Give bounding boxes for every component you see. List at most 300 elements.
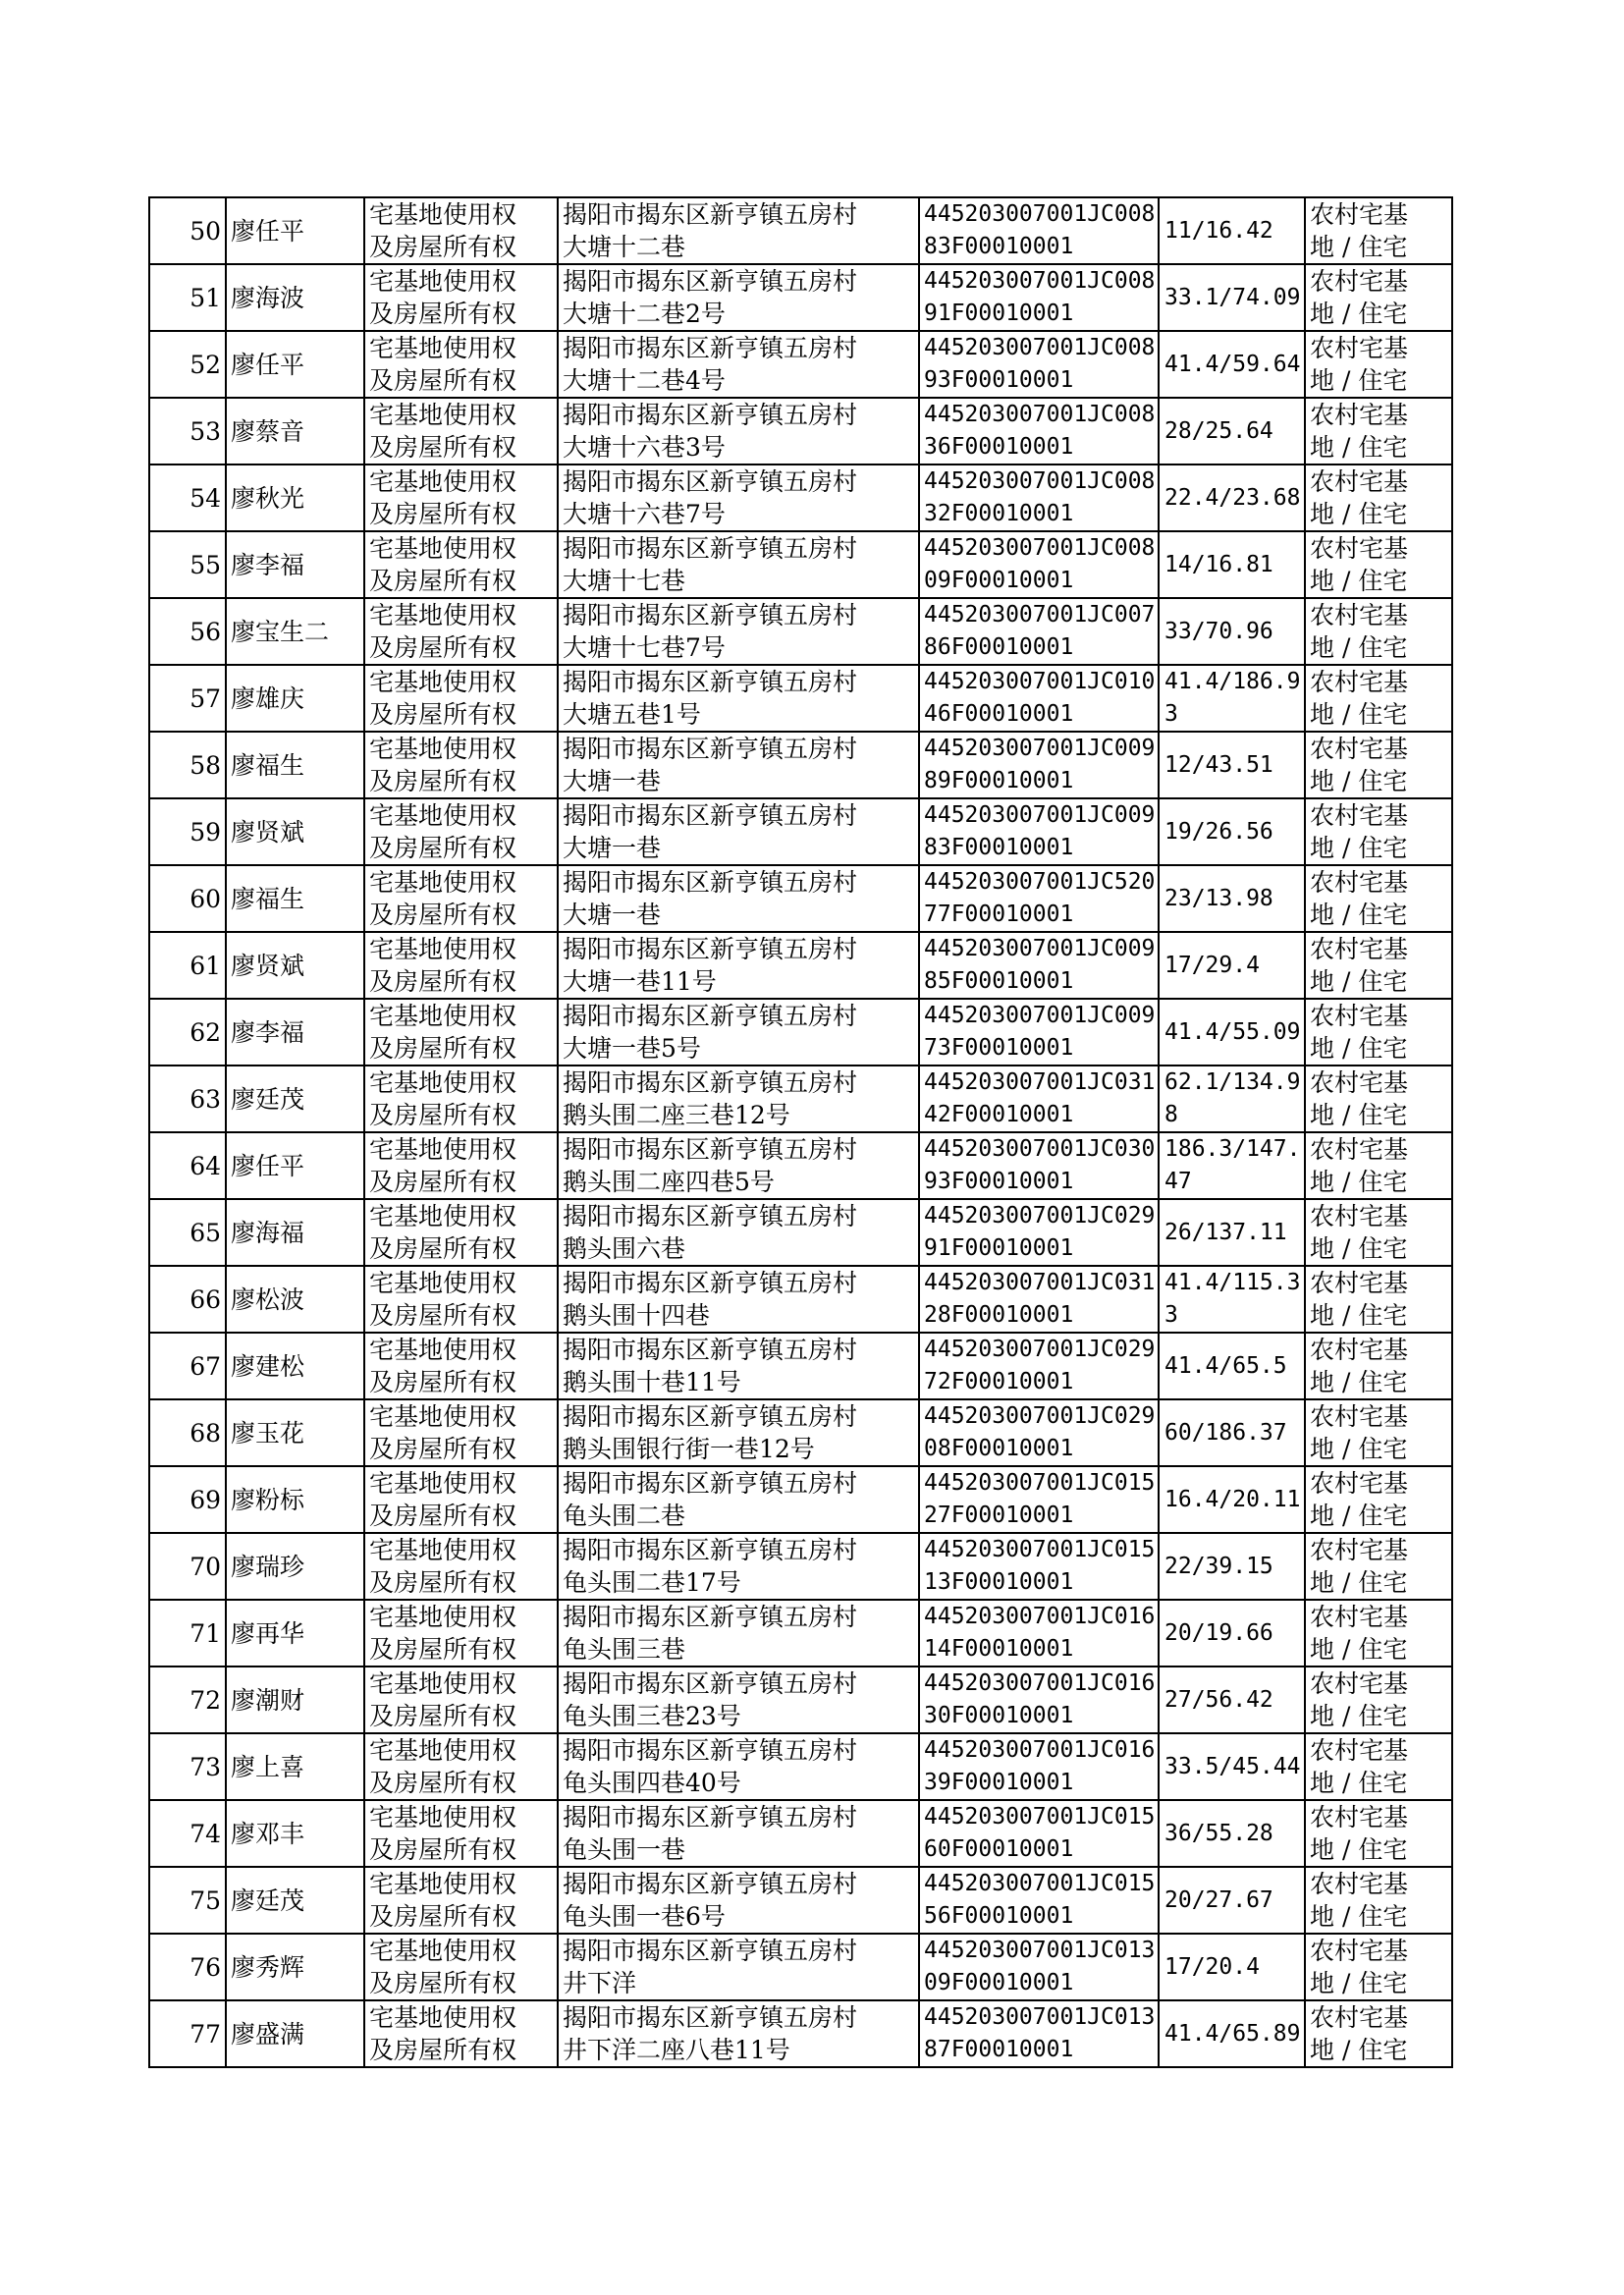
land-use-line: 地 / 住宅 <box>1310 1969 1408 1997</box>
land-use-line: 农村宅基 <box>1310 735 1409 763</box>
address-line: 龟头围四巷40号 <box>563 1769 741 1797</box>
parcel-code-cell: 445203007001JC01630F00010001 <box>919 1667 1159 1733</box>
right-type-line: 宅基地使用权 <box>369 200 517 229</box>
row-number-cell: 53 <box>149 398 226 464</box>
right-type-line: 及房屋所有权 <box>369 700 517 729</box>
row-number-cell: 62 <box>149 999 226 1066</box>
right-type-line: 及房屋所有权 <box>369 633 517 662</box>
land-use-line: 地 / 住宅 <box>1310 366 1408 395</box>
address-line: 揭阳市揭东区新亨镇五房村 <box>563 1870 858 1898</box>
right-type-line: 宅基地使用权 <box>369 467 517 496</box>
address-cell <box>558 197 919 264</box>
land-use-cell <box>1305 331 1452 398</box>
right-type-line: 宅基地使用权 <box>369 1135 517 1164</box>
right-type-line: 及房屋所有权 <box>369 366 517 395</box>
land-use-line: 地 / 住宅 <box>1310 1168 1408 1196</box>
row-number-cell: 64 <box>149 1132 226 1199</box>
land-use-line: 农村宅基 <box>1310 2003 1409 2032</box>
address-cell <box>558 1934 919 2000</box>
land-use-line: 农村宅基 <box>1310 935 1409 963</box>
parcel-code-cell: 445203007001JC01614F00010001 <box>919 1600 1159 1667</box>
row-number-cell: 57 <box>149 665 226 732</box>
right-type-cell <box>364 798 558 865</box>
land-use-line: 地 / 住宅 <box>1310 2036 1408 2064</box>
land-use-cell <box>1305 1132 1452 1199</box>
right-type-line: 宅基地使用权 <box>369 1736 517 1765</box>
land-use-line: 地 / 住宅 <box>1310 633 1408 662</box>
address-cell <box>558 264 919 331</box>
parcel-code-cell: 445203007001JC03093F00010001 <box>919 1132 1159 1199</box>
right-type-line: 宅基地使用权 <box>369 267 517 296</box>
right-type-cell <box>364 1466 558 1533</box>
right-type-cell <box>364 1800 558 1867</box>
address-line: 大塘十二巷2号 <box>563 300 726 328</box>
owner-name-cell: 廖任平 <box>226 331 364 398</box>
area-cell: 27/56.42 <box>1159 1667 1305 1733</box>
address-line: 揭阳市揭东区新亨镇五房村 <box>563 534 858 563</box>
parcel-code-cell: 445203007001JC00989F00010001 <box>919 732 1159 798</box>
address-line: 井下洋二座八巷11号 <box>563 2036 790 2064</box>
owner-name-cell: 廖玉花 <box>226 1399 364 1466</box>
right-type-cell <box>364 1399 558 1466</box>
area-cell: 33.5/45.44 <box>1159 1733 1305 1800</box>
land-use-line: 农村宅基 <box>1310 1870 1409 1898</box>
land-use-cell <box>1305 1667 1452 1733</box>
owner-name-cell: 廖秀辉 <box>226 1934 364 2000</box>
table-row <box>149 1934 1452 2000</box>
right-type-line: 及房屋所有权 <box>369 433 517 462</box>
address-line: 井下洋 <box>563 1969 637 1997</box>
land-use-cell <box>1305 464 1452 531</box>
address-line: 鹅头围二座三巷12号 <box>563 1101 790 1129</box>
address-cell <box>558 665 919 732</box>
address-line: 揭阳市揭东区新亨镇五房村 <box>563 1402 858 1431</box>
land-use-line: 农村宅基 <box>1310 1402 1409 1431</box>
right-type-line: 宅基地使用权 <box>369 1937 517 1965</box>
address-line: 大塘五巷1号 <box>563 700 701 729</box>
address-line: 龟头围三巷23号 <box>563 1702 741 1730</box>
parcel-code-cell: 445203007001JC52077F00010001 <box>919 865 1159 932</box>
owner-name-cell: 廖瑞珍 <box>226 1533 364 1600</box>
right-type-cell <box>364 665 558 732</box>
address-line: 鹅头围二座四巷5号 <box>563 1168 775 1196</box>
table-row <box>149 1800 1452 1867</box>
parcel-code-cell: 445203007001JC00983F00010001 <box>919 798 1159 865</box>
address-line: 揭阳市揭东区新亨镇五房村 <box>563 1068 858 1097</box>
row-number-cell: 56 <box>149 598 226 665</box>
area-cell: 22.4/23.68 <box>1159 464 1305 531</box>
land-use-cell <box>1305 2000 1452 2067</box>
row-number-cell: 50 <box>149 197 226 264</box>
right-type-cell <box>364 398 558 464</box>
row-number-cell: 72 <box>149 1667 226 1733</box>
area-cell: 41.4/65.5 <box>1159 1333 1305 1399</box>
parcel-code-cell: 445203007001JC02972F00010001 <box>919 1333 1159 1399</box>
land-use-cell <box>1305 732 1452 798</box>
land-use-line: 农村宅基 <box>1310 1669 1409 1698</box>
land-use-line: 地 / 住宅 <box>1310 1568 1408 1597</box>
table-row <box>149 1867 1452 1934</box>
address-line: 揭阳市揭东区新亨镇五房村 <box>563 401 858 429</box>
owner-name-cell: 廖松波 <box>226 1266 364 1333</box>
right-type-line: 及房屋所有权 <box>369 1234 517 1263</box>
table-row <box>149 865 1452 932</box>
table-row <box>149 331 1452 398</box>
right-type-line: 及房屋所有权 <box>369 233 517 261</box>
address-cell <box>558 798 919 865</box>
land-use-line: 农村宅基 <box>1310 1002 1409 1030</box>
land-use-line: 农村宅基 <box>1310 801 1409 830</box>
table-row <box>149 798 1452 865</box>
land-use-cell <box>1305 665 1452 732</box>
owner-name-cell: 廖上喜 <box>226 1733 364 1800</box>
row-number-cell: 51 <box>149 264 226 331</box>
address-line: 揭阳市揭东区新亨镇五房村 <box>563 334 858 362</box>
area-cell: 41.4/59.64 <box>1159 331 1305 398</box>
address-cell <box>558 2000 919 2067</box>
table-row <box>149 398 1452 464</box>
parcel-code-cell: 445203007001JC02908F00010001 <box>919 1399 1159 1466</box>
right-type-line: 及房屋所有权 <box>369 834 517 862</box>
owner-name-cell: 廖李福 <box>226 531 364 598</box>
parcel-code-cell: 445203007001JC00973F00010001 <box>919 999 1159 1066</box>
area-cell: 19/26.56 <box>1159 798 1305 865</box>
right-type-line: 宅基地使用权 <box>369 668 517 696</box>
parcel-code-cell: 445203007001JC01387F00010001 <box>919 2000 1159 2067</box>
right-type-cell <box>364 598 558 665</box>
right-type-cell <box>364 1733 558 1800</box>
right-type-cell <box>364 331 558 398</box>
right-type-cell <box>364 464 558 531</box>
land-use-line: 地 / 住宅 <box>1310 1234 1408 1263</box>
table-row <box>149 1533 1452 1600</box>
address-cell <box>558 1867 919 1934</box>
table-row <box>149 1333 1452 1399</box>
land-use-line: 地 / 住宅 <box>1310 1635 1408 1664</box>
land-use-line: 农村宅基 <box>1310 668 1409 696</box>
row-number-cell: 76 <box>149 1934 226 2000</box>
address-cell <box>558 932 919 999</box>
row-number-cell: 77 <box>149 2000 226 2067</box>
right-type-line: 宅基地使用权 <box>369 801 517 830</box>
parcel-code-cell: 445203007001JC01513F00010001 <box>919 1533 1159 1600</box>
right-type-line: 宅基地使用权 <box>369 1870 517 1898</box>
owner-name-cell: 廖廷茂 <box>226 1867 364 1934</box>
address-line: 大塘一巷 <box>563 767 662 795</box>
row-number-cell: 67 <box>149 1333 226 1399</box>
land-use-cell <box>1305 1466 1452 1533</box>
row-number-cell: 63 <box>149 1066 226 1132</box>
right-type-cell <box>364 1667 558 1733</box>
right-type-cell <box>364 865 558 932</box>
address-cell <box>558 531 919 598</box>
land-use-line: 农村宅基 <box>1310 1336 1409 1364</box>
land-use-line: 农村宅基 <box>1310 267 1409 296</box>
land-use-cell <box>1305 531 1452 598</box>
right-type-cell <box>364 264 558 331</box>
right-type-line: 及房屋所有权 <box>369 1101 517 1129</box>
row-number-cell: 66 <box>149 1266 226 1333</box>
land-use-line: 地 / 住宅 <box>1310 433 1408 462</box>
address-cell <box>558 1533 919 1600</box>
address-cell <box>558 1466 919 1533</box>
land-use-line: 农村宅基 <box>1310 401 1409 429</box>
owner-name-cell: 廖李福 <box>226 999 364 1066</box>
area-cell: 20/27.67 <box>1159 1867 1305 1934</box>
right-type-cell <box>364 1066 558 1132</box>
land-use-line: 农村宅基 <box>1310 1536 1409 1564</box>
land-use-cell <box>1305 1934 1452 2000</box>
parcel-code-cell: 445203007001JC00786F00010001 <box>919 598 1159 665</box>
land-use-cell <box>1305 1733 1452 1800</box>
address-line: 揭阳市揭东区新亨镇五房村 <box>563 668 858 696</box>
address-line: 揭阳市揭东区新亨镇五房村 <box>563 1135 858 1164</box>
table-row <box>149 598 1452 665</box>
owner-name-cell: 廖再华 <box>226 1600 364 1667</box>
address-line: 大塘十六巷3号 <box>563 433 726 462</box>
owner-name-cell: 廖贤斌 <box>226 798 364 865</box>
row-number-cell: 54 <box>149 464 226 531</box>
land-use-cell <box>1305 1333 1452 1399</box>
parcel-code-cell: 445203007001JC01639F00010001 <box>919 1733 1159 1800</box>
table-row <box>149 464 1452 531</box>
owner-name-cell: 廖海福 <box>226 1199 364 1266</box>
address-line: 揭阳市揭东区新亨镇五房村 <box>563 1803 858 1831</box>
land-use-line: 地 / 住宅 <box>1310 1702 1408 1730</box>
land-use-cell <box>1305 598 1452 665</box>
area-cell: 41.4/186.93 <box>1159 665 1305 732</box>
right-type-line: 宅基地使用权 <box>369 1603 517 1631</box>
land-use-line: 地 / 住宅 <box>1310 1101 1408 1129</box>
right-type-line: 宅基地使用权 <box>369 334 517 362</box>
table-row <box>149 1466 1452 1533</box>
row-number-cell: 68 <box>149 1399 226 1466</box>
right-type-line: 及房屋所有权 <box>369 1568 517 1597</box>
address-line: 揭阳市揭东区新亨镇五房村 <box>563 1469 858 1498</box>
registration-table <box>148 196 1453 2068</box>
area-cell: 41.4/65.89 <box>1159 2000 1305 2067</box>
address-line: 揭阳市揭东区新亨镇五房村 <box>563 1202 858 1230</box>
right-type-cell <box>364 999 558 1066</box>
parcel-code-cell: 445203007001JC01309F00010001 <box>919 1934 1159 2000</box>
area-cell: 22/39.15 <box>1159 1533 1305 1600</box>
right-type-line: 宅基地使用权 <box>369 1402 517 1431</box>
address-cell <box>558 1199 919 1266</box>
owner-name-cell: 廖任平 <box>226 1132 364 1199</box>
row-number-cell: 69 <box>149 1466 226 1533</box>
table-row <box>149 1733 1452 1800</box>
land-use-line: 地 / 住宅 <box>1310 834 1408 862</box>
area-cell: 23/13.98 <box>1159 865 1305 932</box>
address-line: 龟头围三巷 <box>563 1635 686 1664</box>
land-use-line: 地 / 住宅 <box>1310 1902 1408 1931</box>
owner-name-cell: 廖贤斌 <box>226 932 364 999</box>
area-cell: 14/16.81 <box>1159 531 1305 598</box>
table-row <box>149 1132 1452 1199</box>
address-line: 龟头围一巷 <box>563 1835 686 1864</box>
owner-name-cell: 廖廷茂 <box>226 1066 364 1132</box>
address-line: 揭阳市揭东区新亨镇五房村 <box>563 2003 858 2032</box>
right-type-cell <box>364 1333 558 1399</box>
right-type-line: 宅基地使用权 <box>369 1336 517 1364</box>
area-cell: 33/70.96 <box>1159 598 1305 665</box>
right-type-line: 及房屋所有权 <box>369 1301 517 1330</box>
land-use-line: 农村宅基 <box>1310 1603 1409 1631</box>
table-row <box>149 264 1452 331</box>
right-type-line: 宅基地使用权 <box>369 1803 517 1831</box>
right-type-line: 宅基地使用权 <box>369 735 517 763</box>
area-cell: 41.4/55.09 <box>1159 999 1305 1066</box>
owner-name-cell: 廖建松 <box>226 1333 364 1399</box>
land-use-cell <box>1305 1199 1452 1266</box>
area-cell: 11/16.42 <box>1159 197 1305 264</box>
land-use-line: 地 / 住宅 <box>1310 1835 1408 1864</box>
land-use-line: 农村宅基 <box>1310 601 1409 629</box>
right-type-line: 宅基地使用权 <box>369 534 517 563</box>
right-type-line: 宅基地使用权 <box>369 1002 517 1030</box>
owner-name-cell: 廖邓丰 <box>226 1800 364 1867</box>
land-use-cell <box>1305 1800 1452 1867</box>
table-row <box>149 732 1452 798</box>
address-cell <box>558 464 919 531</box>
right-type-line: 及房屋所有权 <box>369 1702 517 1730</box>
right-type-line: 及房屋所有权 <box>369 1034 517 1063</box>
right-type-line: 宅基地使用权 <box>369 1269 517 1297</box>
right-type-cell <box>364 531 558 598</box>
address-line: 鹅头围六巷 <box>563 1234 686 1263</box>
land-use-line: 地 / 住宅 <box>1310 300 1408 328</box>
table-body <box>149 197 1452 2067</box>
table-row <box>149 2000 1452 2067</box>
parcel-code-cell: 445203007001JC03142F00010001 <box>919 1066 1159 1132</box>
land-use-line: 地 / 住宅 <box>1310 500 1408 528</box>
land-use-line: 农村宅基 <box>1310 1135 1409 1164</box>
right-type-line: 及房屋所有权 <box>369 767 517 795</box>
address-line: 揭阳市揭东区新亨镇五房村 <box>563 1937 858 1965</box>
address-cell <box>558 1600 919 1667</box>
address-line: 龟头围一巷6号 <box>563 1902 726 1931</box>
right-type-line: 及房屋所有权 <box>369 1969 517 1997</box>
parcel-code-cell: 445203007001JC00832F00010001 <box>919 464 1159 531</box>
land-use-line: 农村宅基 <box>1310 200 1409 229</box>
land-use-line: 农村宅基 <box>1310 868 1409 897</box>
parcel-code-cell: 445203007001JC00893F00010001 <box>919 331 1159 398</box>
land-use-line: 地 / 住宅 <box>1310 1301 1408 1330</box>
land-use-line: 地 / 住宅 <box>1310 1435 1408 1463</box>
right-type-line: 及房屋所有权 <box>369 1435 517 1463</box>
right-type-cell <box>364 2000 558 2067</box>
area-cell: 36/55.28 <box>1159 1800 1305 1867</box>
parcel-code-cell: 445203007001JC00809F00010001 <box>919 531 1159 598</box>
right-type-line: 宅基地使用权 <box>369 1536 517 1564</box>
land-use-cell <box>1305 1867 1452 1934</box>
table-row <box>149 665 1452 732</box>
land-use-cell <box>1305 999 1452 1066</box>
address-line: 揭阳市揭东区新亨镇五房村 <box>563 868 858 897</box>
owner-name-cell: 廖雄庆 <box>226 665 364 732</box>
address-cell <box>558 598 919 665</box>
address-line: 龟头围二巷17号 <box>563 1568 741 1597</box>
right-type-line: 及房屋所有权 <box>369 1769 517 1797</box>
parcel-code-cell: 445203007001JC00985F00010001 <box>919 932 1159 999</box>
right-type-line: 及房屋所有权 <box>369 1502 517 1530</box>
owner-name-cell: 廖宝生二 <box>226 598 364 665</box>
right-type-cell <box>364 1132 558 1199</box>
address-line: 大塘一巷11号 <box>563 967 717 996</box>
land-use-line: 农村宅基 <box>1310 1937 1409 1965</box>
address-cell <box>558 1733 919 1800</box>
right-type-cell <box>364 1533 558 1600</box>
right-type-line: 宅基地使用权 <box>369 401 517 429</box>
address-line: 大塘一巷 <box>563 901 662 929</box>
address-cell <box>558 1266 919 1333</box>
land-use-line: 农村宅基 <box>1310 467 1409 496</box>
area-cell: 17/20.4 <box>1159 1934 1305 2000</box>
address-line: 揭阳市揭东区新亨镇五房村 <box>563 200 858 229</box>
table-row <box>149 197 1452 264</box>
land-use-line: 农村宅基 <box>1310 1469 1409 1498</box>
row-number-cell: 70 <box>149 1533 226 1600</box>
table-row <box>149 1066 1452 1132</box>
address-line: 揭阳市揭东区新亨镇五房村 <box>563 1002 858 1030</box>
right-type-line: 宅基地使用权 <box>369 1669 517 1698</box>
address-line: 鹅头围十四巷 <box>563 1301 711 1330</box>
address-line: 揭阳市揭东区新亨镇五房村 <box>563 1736 858 1765</box>
land-use-line: 地 / 住宅 <box>1310 967 1408 996</box>
address-cell <box>558 398 919 464</box>
table-row <box>149 1667 1452 1733</box>
parcel-code-cell: 445203007001JC01527F00010001 <box>919 1466 1159 1533</box>
area-cell: 41.4/115.33 <box>1159 1266 1305 1333</box>
land-use-line: 农村宅基 <box>1310 1269 1409 1297</box>
area-cell: 12/43.51 <box>1159 732 1305 798</box>
land-use-line: 农村宅基 <box>1310 1736 1409 1765</box>
table-row <box>149 1199 1452 1266</box>
right-type-line: 宅基地使用权 <box>369 2003 517 2032</box>
area-cell: 62.1/134.98 <box>1159 1066 1305 1132</box>
row-number-cell: 71 <box>149 1600 226 1667</box>
address-line: 揭阳市揭东区新亨镇五房村 <box>563 735 858 763</box>
right-type-line: 及房屋所有权 <box>369 567 517 595</box>
owner-name-cell: 廖蔡音 <box>226 398 364 464</box>
parcel-code-cell: 445203007001JC01560F00010001 <box>919 1800 1159 1867</box>
address-cell <box>558 1066 919 1132</box>
address-line: 大塘十七巷 <box>563 567 686 595</box>
owner-name-cell: 廖潮财 <box>226 1667 364 1733</box>
address-cell <box>558 331 919 398</box>
address-line: 揭阳市揭东区新亨镇五房村 <box>563 935 858 963</box>
right-type-line: 及房屋所有权 <box>369 1368 517 1396</box>
land-use-cell <box>1305 1600 1452 1667</box>
address-cell <box>558 1667 919 1733</box>
address-cell <box>558 1399 919 1466</box>
address-cell <box>558 732 919 798</box>
address-line: 鹅头围银行街一巷12号 <box>563 1435 815 1463</box>
parcel-code-cell: 445203007001JC00891F00010001 <box>919 264 1159 331</box>
row-number-cell: 58 <box>149 732 226 798</box>
area-cell: 20/19.66 <box>1159 1600 1305 1667</box>
owner-name-cell: 廖福生 <box>226 865 364 932</box>
owner-name-cell: 廖粉标 <box>226 1466 364 1533</box>
land-use-line: 地 / 住宅 <box>1310 700 1408 729</box>
table-row <box>149 932 1452 999</box>
address-cell <box>558 999 919 1066</box>
right-type-cell <box>364 1266 558 1333</box>
land-use-line: 地 / 住宅 <box>1310 1769 1408 1797</box>
right-type-line: 及房屋所有权 <box>369 1168 517 1196</box>
owner-name-cell: 廖福生 <box>226 732 364 798</box>
address-line: 大塘十六巷7号 <box>563 500 726 528</box>
